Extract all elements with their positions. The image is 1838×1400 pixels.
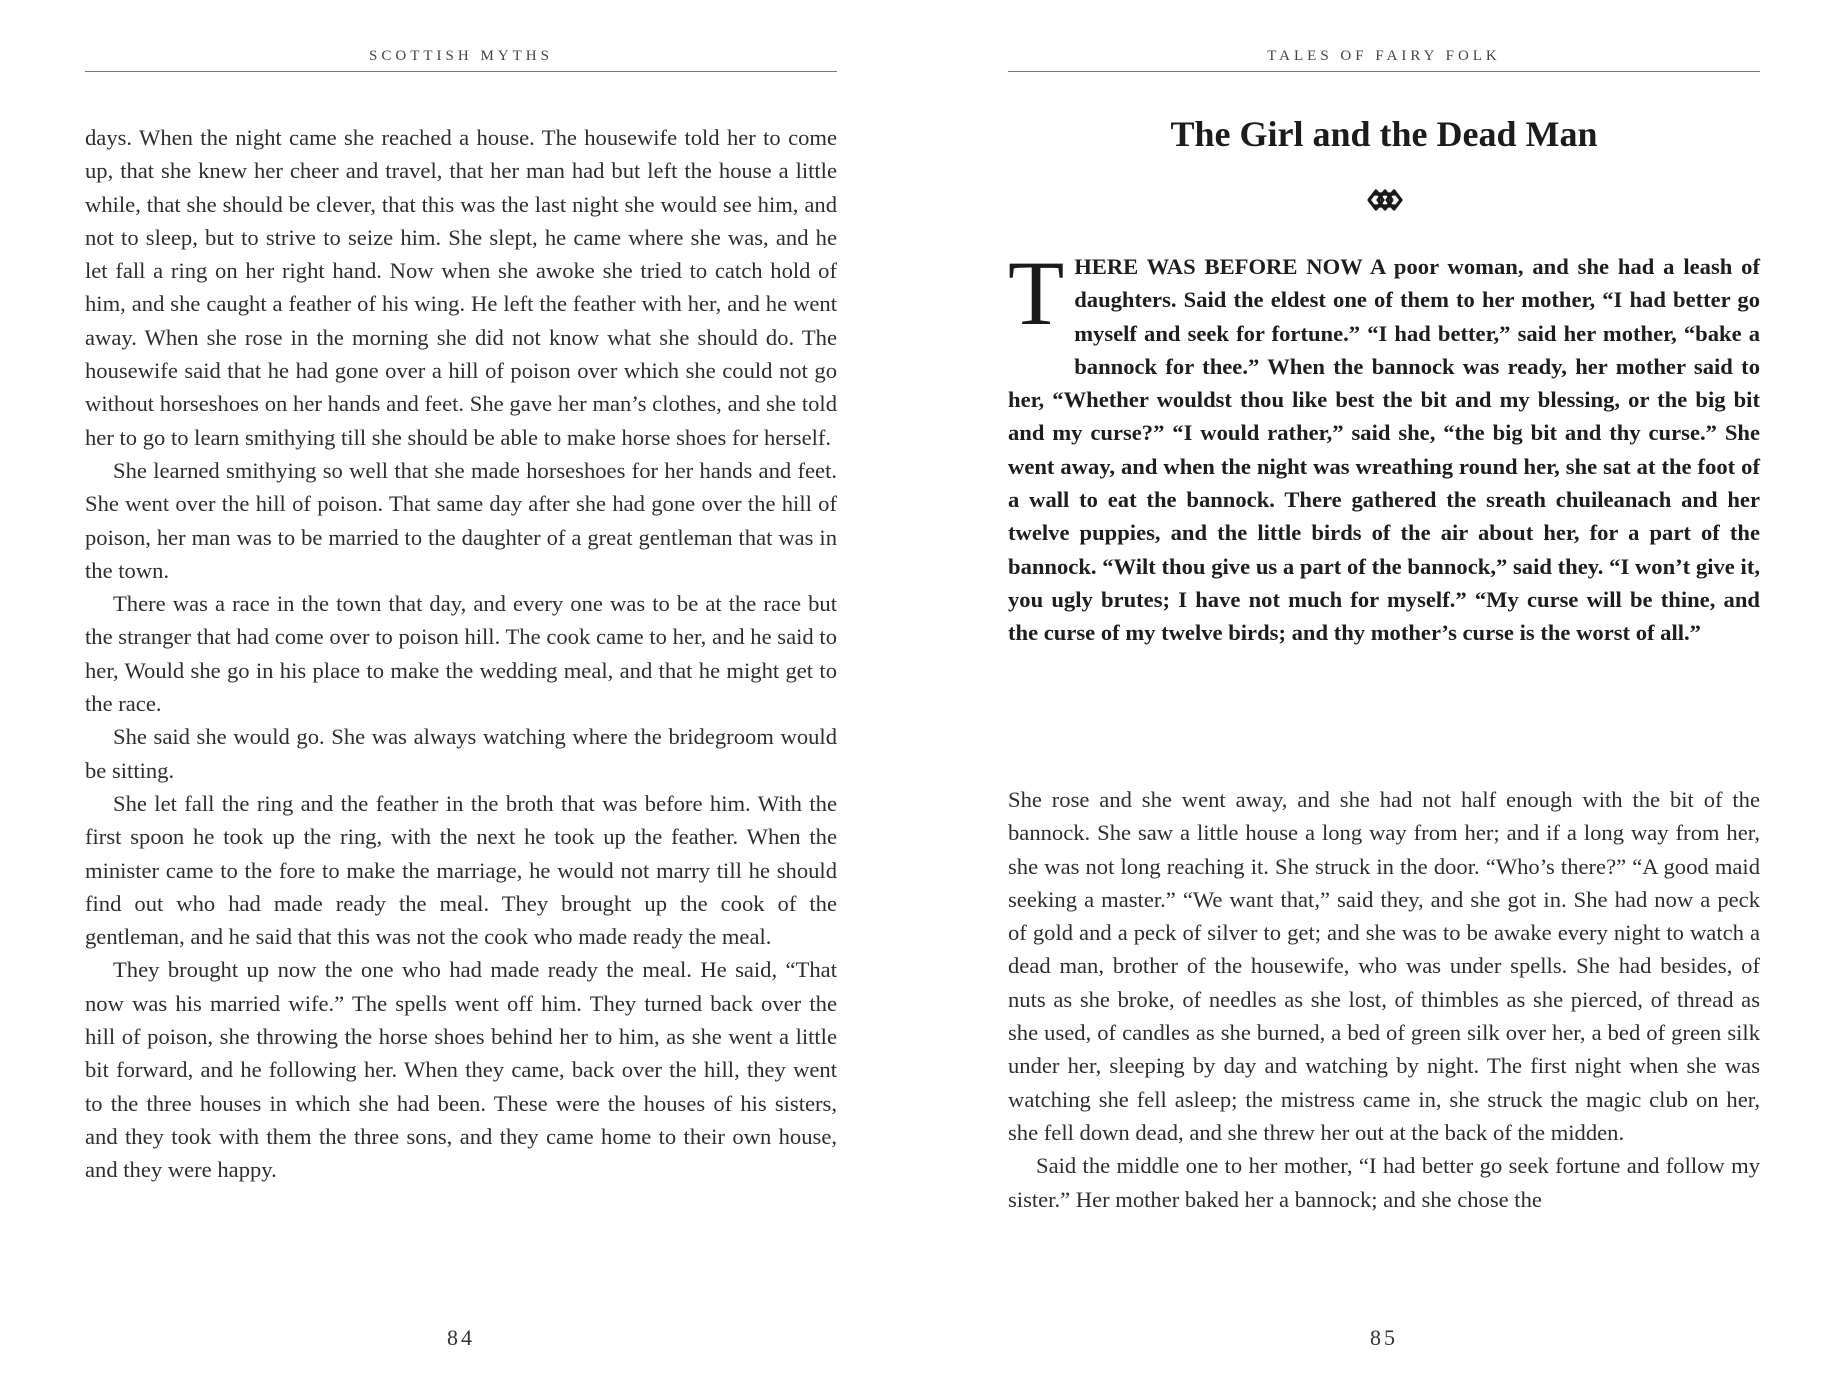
left-paragraph-5: She let fall the ring and the feather in the broth that was before him. With the first spoon he took up the ring, with the next he took up the feather. When the minister came to the fore to make the marriage, he would not marry till he should find out who had made ready the meal. They brought up the cook of the gentleman, and he said that this was not the cook who made ready the meal. [85,790,837,950]
right-header-rule [1008,71,1760,72]
left-running-head: SCOTTISH MYTHS [369,48,553,64]
left-paragraph-6: They brought up now the one who had made ready the meal. He said, “That now was his married wife.” The spells went off him. They turned back over the hill of poison, she throwing the horse shoes behind her to him, as she went a little bit forward, and he following her. When they came, back over the hill, they went to the three houses in which she had been. These were the houses of his sisters, and they took with them the three sons, and they came home to their own house, and they were happy. [85,957,837,1183]
right-paragraph-2: Said the middle one to her mother, “I had better go seek fortune and follow my sister.” Her mother baked her a bannock; and she chose the [1008,1153,1760,1212]
drop-cap: T [1008,242,1065,344]
right-page-number: 85 [1370,1325,1398,1350]
left-paragraph-1: days. When the night came she reached a house. The housewife told her to come up, that she knew her cheer and travel, that her man had but left the house a little while, that she should be clever, that this was the last night she would see him, and not to sleep, but to strive to seize him. She slept, he came where she was, and he let fall a ring on her right hand. Now when she awoke she tried to catch hold of him, and she caught a feather of his wing. He left the feather with her, and he went away. When she rose in the morning she did not know what she should do. The housewife said that he had gone over a hill of poison over which she could not go without horseshoes on her hands and feet. She gave her man’s clothes, and she told her to go to learn smithying till she should be able to make horse shoes for herself. [85,125,837,450]
story-title: The Girl and the Dead Man [1170,114,1598,154]
right-running-head: TALES OF FAIRY FOLK [1267,48,1501,64]
intro-text: poor woman, and she had a leash of daughters. Said the eldest one of them to her mother, “I had better go myself and seek for fortune.” “I had better,” said her mother, “bake a bannock for thee.” When the bannock was ready, her mother said to her, “Whether wouldst thou like best the bit and my blessing, or the big bit and my curse?” “I would rather,” said she, “the big bit and thy curse.” She went away, and when the night was wreathing round her, she sat at the foot of a wall to eat the bannock. There gathered the sreath chuileanach and her twelve puppies, and the little birds of the air about her, for a part of the bannock. “Wilt thou give us a part of the bannock,” said they. “I won’t give it, you ugly brutes; I have not much for myself.” “My curse will be thine, and the curse of my twelve birds; and thy mother’s curse is the worst of all.” [1008,254,1760,646]
right-page [1008,0,1760,1400]
left-page-number: 84 [447,1325,475,1350]
intro-paragraph [1008,242,1760,650]
celtic-knot-ornament-icon [1365,182,1405,218]
right-paragraph-1: She rose and she went away, and she had not half enough with the bit of the bannock. She saw a little house a long way from her; and if a long way from her, she was not long reaching it. She struck in the door. “Who’s there?” “A good maid seeking a master.” “We want that,” said they, and she got in. She had now a peck of gold and a peck of silver to get; and she was to be awake every night to watch a dead man, brother of the housewife, who was under spells. She had besides, of nuts as she broke, of needles as she lost, of thimbles as she pierced, of thread as she used, of candles as she burned, a bed of green silk over her, a bed of green silk under her, sleeping by day and watching by night. The first night when she was watching she fell asleep; the mistress came in, she struck the magic club on her, she fell down dead, and she threw her out at the back of the midden. [1008,787,1760,1145]
story-intro [1008,242,1760,650]
right-body-text [1008,783,1760,1216]
left-paragraph-3: There was a race in the town that day, and every one was to be at the race but the stranger that had come over to poison hill. The cook came to her, and he said to her, Would she go in his place to make the wedding meal, and that he might get to the race. [85,591,837,717]
left-body-text [85,121,837,1187]
left-paragraph-2: She learned smithying so well that she made horseshoes for her hands and feet. She went over the hill of poison. That same day after she had gone over the hill of poison, her man was to be married to the daughter of a great gentleman that was in the town. [85,457,837,583]
left-header-rule [85,71,837,72]
intro-smallcaps: HERE WAS BEFORE NOW A [1074,254,1386,279]
left-page [85,0,837,1400]
left-paragraph-4: She said she would go. She was always watching where the bridegroom would be sitting. [85,724,837,783]
